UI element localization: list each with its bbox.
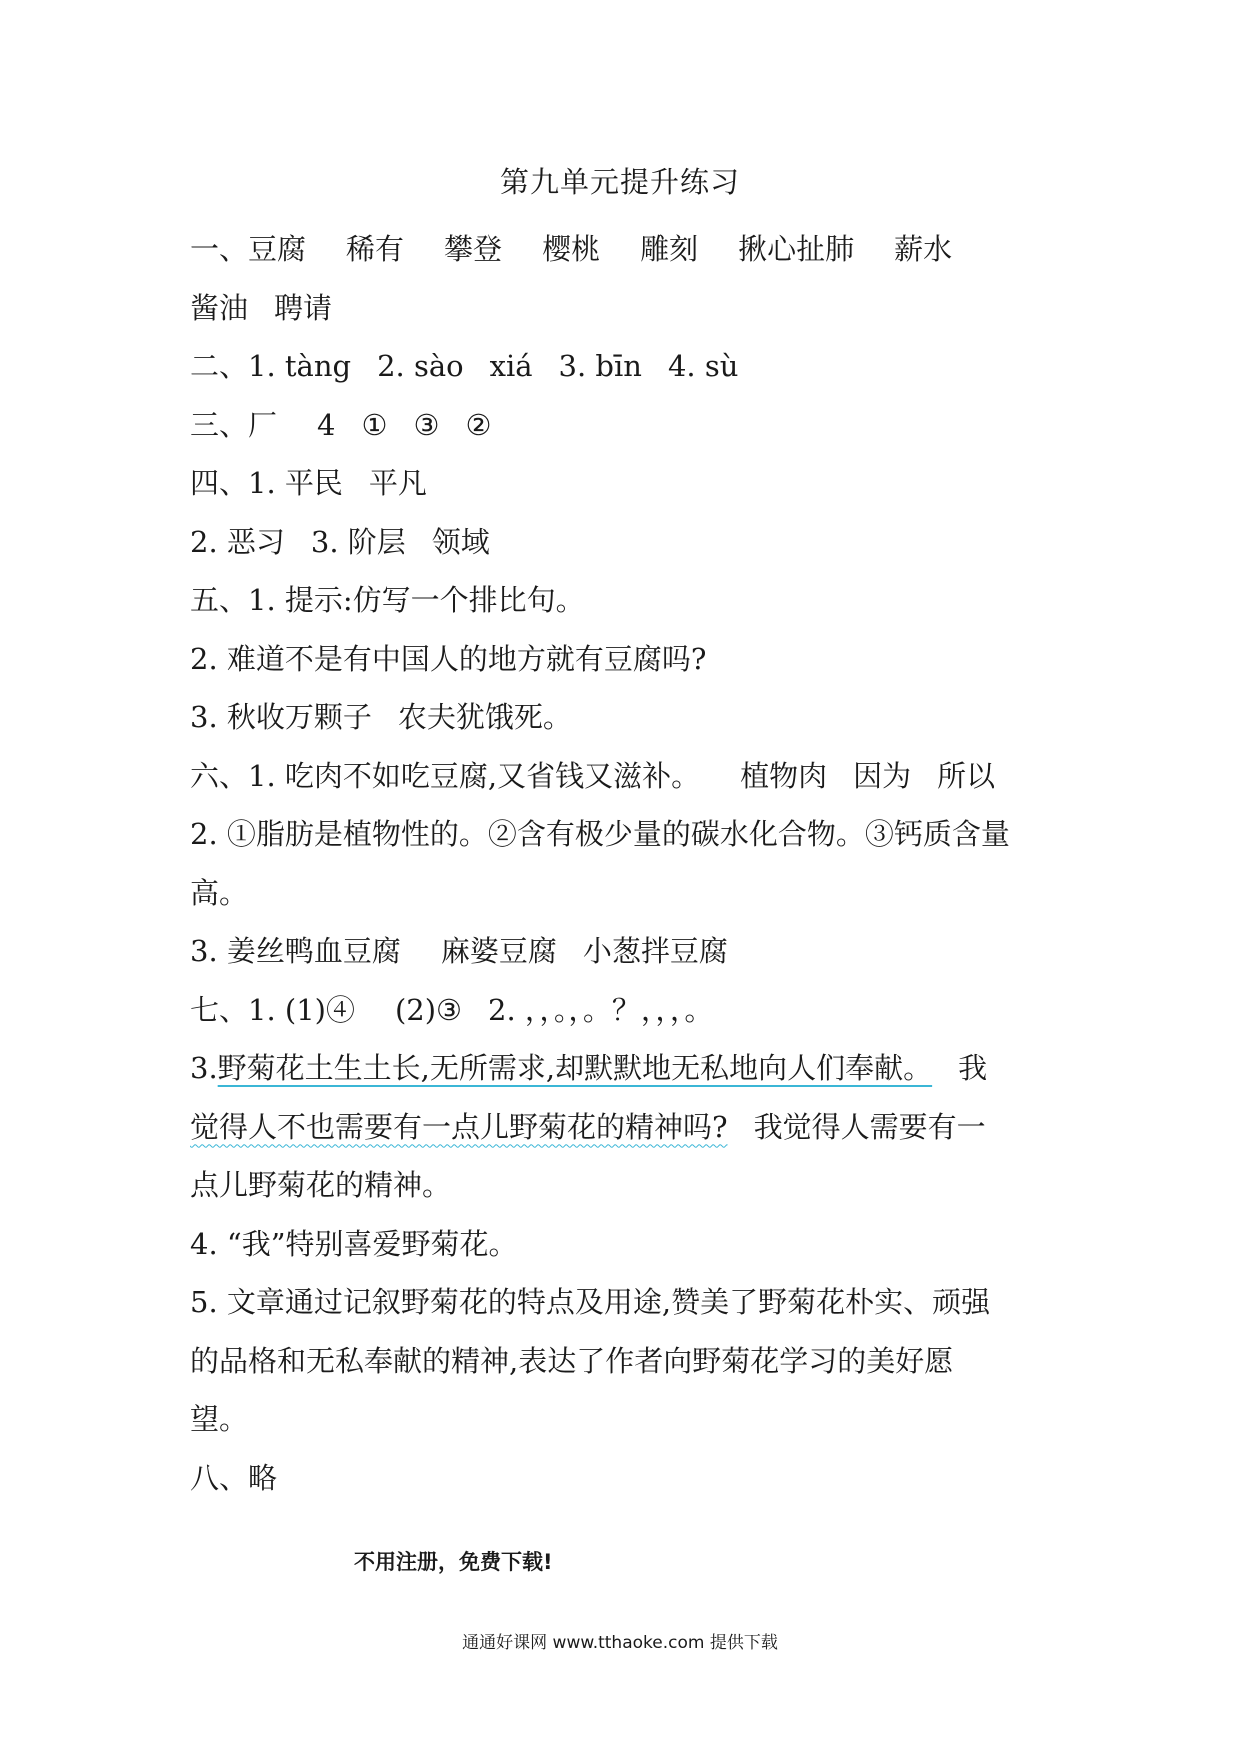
answer-item: 2. ，，。，。？，，，。: [488, 992, 714, 1027]
answer-item: 领域: [431, 524, 490, 559]
answer-line-9: [190, 688, 1070, 747]
answer-item: 平凡: [368, 466, 427, 500]
answer-line-16: [190, 1098, 1070, 1157]
answer-line-10: [190, 747, 1070, 806]
page-footer: 通通好课网 www.tthaoke.com 提供下载: [462, 1633, 778, 1653]
answer-line-19: 5. 文章通过记叙野菊花的特点及用途,赞美了野菊花朴实、顽强: [190, 1285, 991, 1319]
answer-item: ①: [361, 407, 388, 442]
answer-line-15: [190, 1039, 1070, 1098]
section-label: 一、: [190, 232, 249, 266]
answer-line-14: [190, 981, 1070, 1040]
answer-text: 我觉得人需要有一: [753, 1109, 986, 1144]
answer-item: 1. 平民: [248, 466, 343, 500]
answer-line-5: [190, 454, 1070, 513]
pinyin: 2. sào: [377, 349, 464, 383]
answer-line-18: 4. “我”特别喜爱野菊花。: [190, 1226, 518, 1261]
answer-line-12: 高。: [190, 875, 249, 910]
pinyin: xiá: [489, 349, 533, 383]
answer-line-11: 2. ①脂肪是植物性的。②含有极少量的碳水化合物。③钙质含量: [190, 817, 1010, 851]
answer-line-3: [190, 337, 1070, 396]
answer-item: 所以: [937, 758, 996, 793]
answer-text: 我: [958, 1051, 988, 1085]
answer-item: (2)③: [394, 992, 463, 1027]
answer-content: [190, 220, 1070, 1507]
answer-item: 农夫犹饿死。: [397, 700, 572, 734]
section-label: 三、: [190, 407, 249, 442]
answer-line-8: 2. 难道不是有中国人的地方就有豆腐吗?: [190, 641, 707, 676]
document-title: 第九单元提升练习: [499, 165, 740, 199]
word: 雕刻: [640, 232, 699, 266]
answer-item: 植物肉: [740, 758, 828, 793]
answer-item: 2. 恶习: [190, 524, 285, 559]
answer-line-13: [190, 922, 1070, 981]
answer-item: ②: [465, 407, 492, 442]
answer-item: 七、1. (1)④: [190, 992, 355, 1027]
answer-item: 六、1. 吃肉不如吃豆腐,又省钱又滋补。: [190, 758, 701, 793]
answer-line-6: [190, 513, 1070, 572]
word: 揪心扯肺: [738, 232, 855, 266]
word: 酱油: [190, 290, 249, 325]
word: 樱桃: [542, 232, 601, 266]
answer-line-22: 八、略: [190, 1460, 278, 1495]
pinyin: 4. sù: [667, 349, 739, 383]
answer-line-20: 的品格和无私奉献的精神,表达了作者向野菊花学习的美好愿: [190, 1343, 954, 1378]
underlined-sentence: 野菊花土生土长,无所需求,却默默地无私地向人们奉献。: [217, 1051, 933, 1085]
word: 聘请: [274, 290, 333, 325]
answer-line-21: 望。: [190, 1402, 249, 1436]
answer-line-1: [190, 220, 1070, 279]
answer-item: 厂: [248, 407, 278, 442]
answer-item: 因为: [853, 758, 912, 793]
answer-item: 3. 姜丝鸭血豆腐: [190, 934, 401, 968]
wavy-underlined-sentence: 觉得人不也需要有一点儿野菊花的精神吗?: [190, 1109, 728, 1144]
answer-line-4: [190, 396, 1070, 455]
word: 豆腐: [248, 232, 307, 266]
word: 稀有: [346, 232, 405, 266]
section-label: 二、: [190, 349, 249, 383]
answer-line-2: [190, 279, 1070, 338]
answer-item: 麻婆豆腐: [440, 934, 557, 968]
word: 薪水: [894, 232, 953, 266]
answer-item: ③: [413, 407, 440, 442]
item-number: 3.: [190, 1051, 218, 1085]
answer-item: 3. 秋收万颗子: [190, 700, 372, 734]
section-label: 四、: [190, 466, 249, 500]
answer-item: 4: [317, 407, 336, 442]
answer-item: 小葱拌豆腐: [582, 934, 728, 968]
pinyin: 1. tàng: [248, 349, 352, 383]
answer-line-7: 五、1. 提示:仿写一个排比句。: [190, 583, 585, 617]
answer-item: 3. 阶层: [310, 524, 406, 559]
download-notice: 不用注册，免费下载!: [354, 1550, 553, 1574]
pinyin: 3. bīn: [558, 349, 642, 383]
word: 攀登: [444, 232, 503, 266]
answer-line-17: 点儿野菊花的精神。: [190, 1168, 452, 1202]
